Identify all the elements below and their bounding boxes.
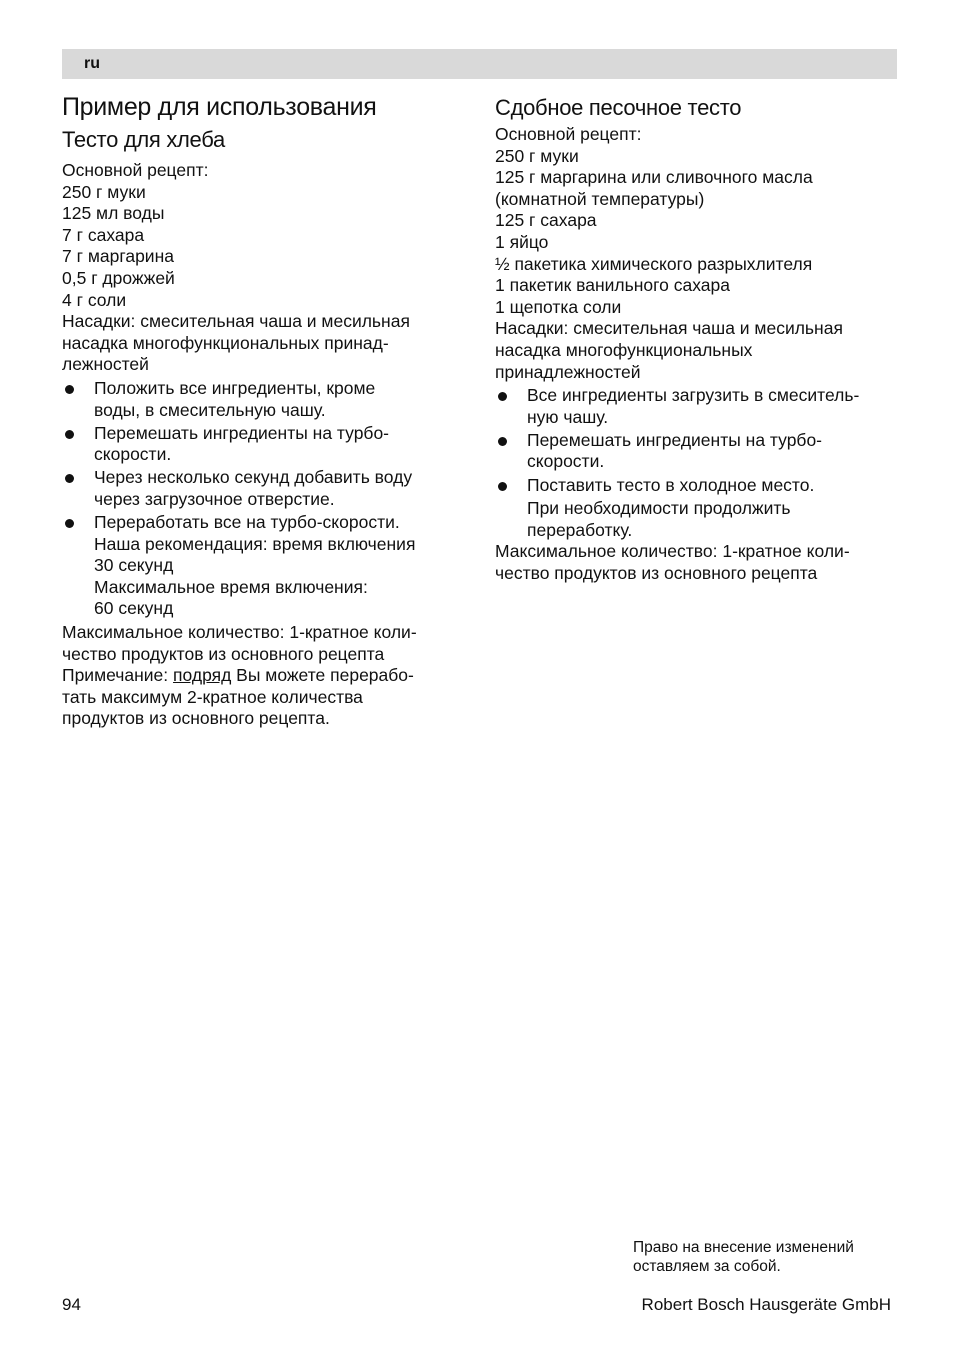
- note-label: Примечание:: [62, 665, 169, 686]
- note-line: тать максимум 2-кратное количества: [62, 686, 363, 707]
- company-name: Robert Bosch Hausgeräte GmbH: [641, 1295, 891, 1314]
- note-underlined-word: подряд: [173, 665, 232, 686]
- attachments-line: Насадки: смесительная чаша и месильная: [62, 311, 410, 332]
- ingredient: 1 пакетик ванильного сахара: [495, 275, 730, 296]
- shortcrust-recipe: [495, 124, 905, 584]
- ingredient: 125 г сахара: [495, 210, 597, 231]
- list-item: Через несколько секунд добавить воду через загрузочное отверстие.: [62, 467, 467, 510]
- ingredient: ½ пакетика химического разрыхлителя: [495, 253, 813, 274]
- max-quantity-line: чество продуктов из основного рецепта: [62, 643, 385, 664]
- attachments-line: насадка многофункциональных: [495, 339, 753, 360]
- list-item: Положить все ингредиенты, кроме воды, в смесительную чашу.: [62, 378, 467, 421]
- note-line: продуктов из основного рецепта.: [62, 708, 330, 729]
- note-line: Примечание: подряд Вы можете перерабо-: [62, 665, 414, 686]
- ingredient: 250 г муки: [495, 145, 579, 166]
- ingredient: 4 г соли: [62, 289, 127, 310]
- bullet-icon: [498, 482, 507, 491]
- max-quantity-line: Максимальное количество: 1-кратное коли-: [62, 621, 417, 642]
- section-title-shortcrust: Сдобное песочное тесто: [495, 95, 742, 120]
- bullet-icon: [65, 474, 74, 483]
- ingredient: 1 яйцо: [495, 231, 549, 252]
- page-title: Пример для использования: [62, 93, 377, 121]
- steps-list: [495, 385, 905, 496]
- recipe-label: Основной рецепт:: [495, 124, 642, 144]
- ingredient: 125 г маргарина или сливочного масла: [495, 167, 813, 188]
- footer-disclaimer: Право на внесение изменений оставляем за собой.: [633, 1239, 854, 1275]
- bullet-icon: [498, 437, 507, 446]
- list-item: Перемешать ингредиенты на турбо- скорости.: [62, 423, 467, 466]
- attachments-label: Насадки:: [62, 311, 136, 332]
- language-bar: [62, 49, 897, 79]
- section-title-bread-dough: Тесто для хлеба: [62, 127, 225, 152]
- step-note: При необходимости продолжить переработку.: [527, 498, 791, 540]
- list-item: Перемешать ингредиенты на турбо- скорости.: [495, 430, 905, 473]
- ingredient: 1 щепотка соли: [495, 296, 622, 317]
- max-quantity-label: Максимальное количество:: [495, 541, 718, 562]
- ingredient: 0,5 г дрожжей: [62, 267, 175, 288]
- max-quantity-line: чество продуктов из основного рецепта: [495, 562, 818, 583]
- language-code: ru: [84, 55, 100, 72]
- max-quantity-label: Максимальное количество:: [62, 621, 285, 642]
- page-number: 94: [62, 1295, 81, 1314]
- attachments-line: Насадки: смесительная чаша и месильная: [495, 318, 843, 339]
- bullet-icon: [498, 392, 507, 401]
- bullet-icon: [65, 430, 74, 439]
- attachments-label: Насадки:: [495, 318, 569, 339]
- attachments-line: принадлежностей: [495, 361, 641, 382]
- ingredient: 7 г сахара: [62, 224, 145, 245]
- left-column: [62, 92, 467, 730]
- steps-list: [62, 378, 467, 620]
- ingredient: (комнатной температуры): [495, 188, 705, 209]
- attachments-line: насадка многофункциональных принад-: [62, 332, 389, 353]
- recipe-label: Основной рецепт:: [62, 160, 209, 180]
- max-quantity-line: Максимальное количество: 1-кратное коли-: [495, 541, 850, 562]
- bullet-icon: [65, 385, 74, 394]
- ingredient: 250 г муки: [62, 181, 146, 202]
- bread-recipe: [62, 160, 467, 730]
- list-item: Переработать все на турбо-скорости. Наша рекомендация: время включения 30 секунд Максимальное время включения: 60 секунд: [62, 512, 467, 620]
- list-item: Все ингредиенты загрузить в смеситель- ную чашу.: [495, 385, 905, 428]
- attachments-line: лежностей: [62, 354, 149, 375]
- ingredient: 125 мл воды: [62, 203, 165, 224]
- list-item: Поставить тесто в холодное место.: [495, 475, 905, 497]
- ingredient: 7 г маргарина: [62, 246, 174, 267]
- bullet-icon: [65, 519, 74, 528]
- right-column: [495, 92, 905, 584]
